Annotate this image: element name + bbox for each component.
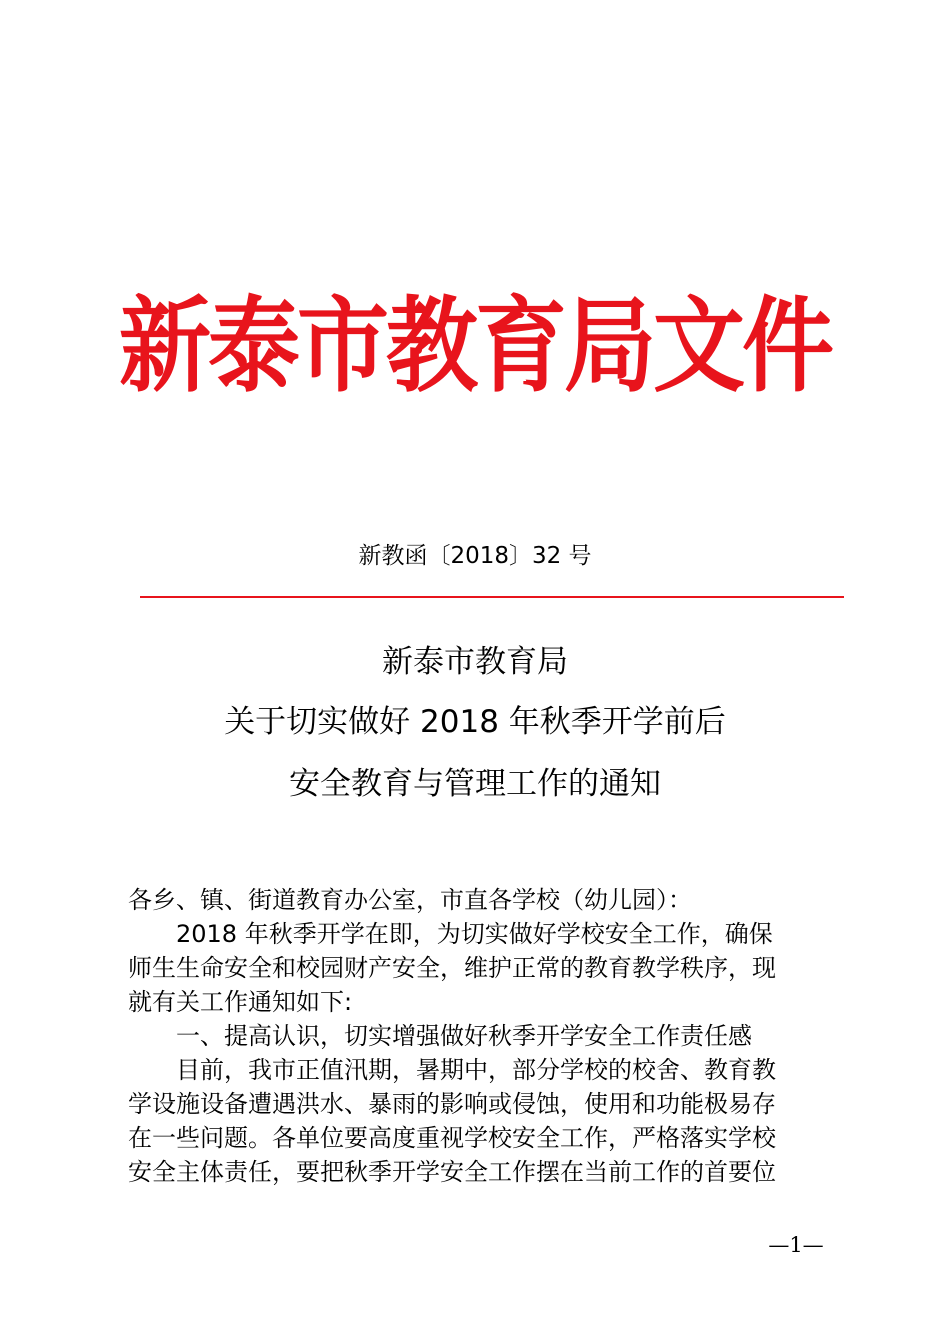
section-heading: 一、提高认识，切实增强做好秋季开学安全工作责任感 [176, 1022, 752, 1050]
body-line: 在一些问题。各单位要高度重视学校安全工作，严格落实学校 [128, 1124, 776, 1152]
salutation: 各乡、镇、街道教育办公室，市直各学校（幼儿园）： [128, 886, 692, 914]
body-line: 安全主体责任，要把秋季开学安全工作摆在当前工作的首要位 [128, 1158, 776, 1186]
masthead-title: 新泰市教育局文件 [118, 286, 831, 407]
body-line: 2018 年秋季开学在即，为切实做好学校安全工作，确保 [176, 920, 773, 948]
body-line: 就有关工作通知如下: [128, 988, 353, 1016]
red-divider [140, 596, 844, 598]
notice-body [128, 883, 828, 1189]
body-line: 学设施设备遭遇洪水、暴雨的影响或侵蚀，使用和功能极易存 [128, 1090, 776, 1118]
notice-title-line-1: 新泰市教育局 [382, 644, 568, 680]
notice-title-line-2: 关于切实做好 2018 年秋季开学前后 [224, 704, 726, 740]
body-line: 目前，我市正值汛期，暑期中，部分学校的校舍、教育教 [176, 1056, 776, 1084]
document-number: 新教函〔2018〕32 号 [358, 543, 592, 569]
page-number: —1— [768, 1233, 824, 1257]
notice-title-line-3: 安全教育与管理工作的通知 [289, 766, 661, 802]
body-line: 师生生命安全和校园财产安全，维护正常的教育教学秩序，现 [128, 954, 776, 982]
